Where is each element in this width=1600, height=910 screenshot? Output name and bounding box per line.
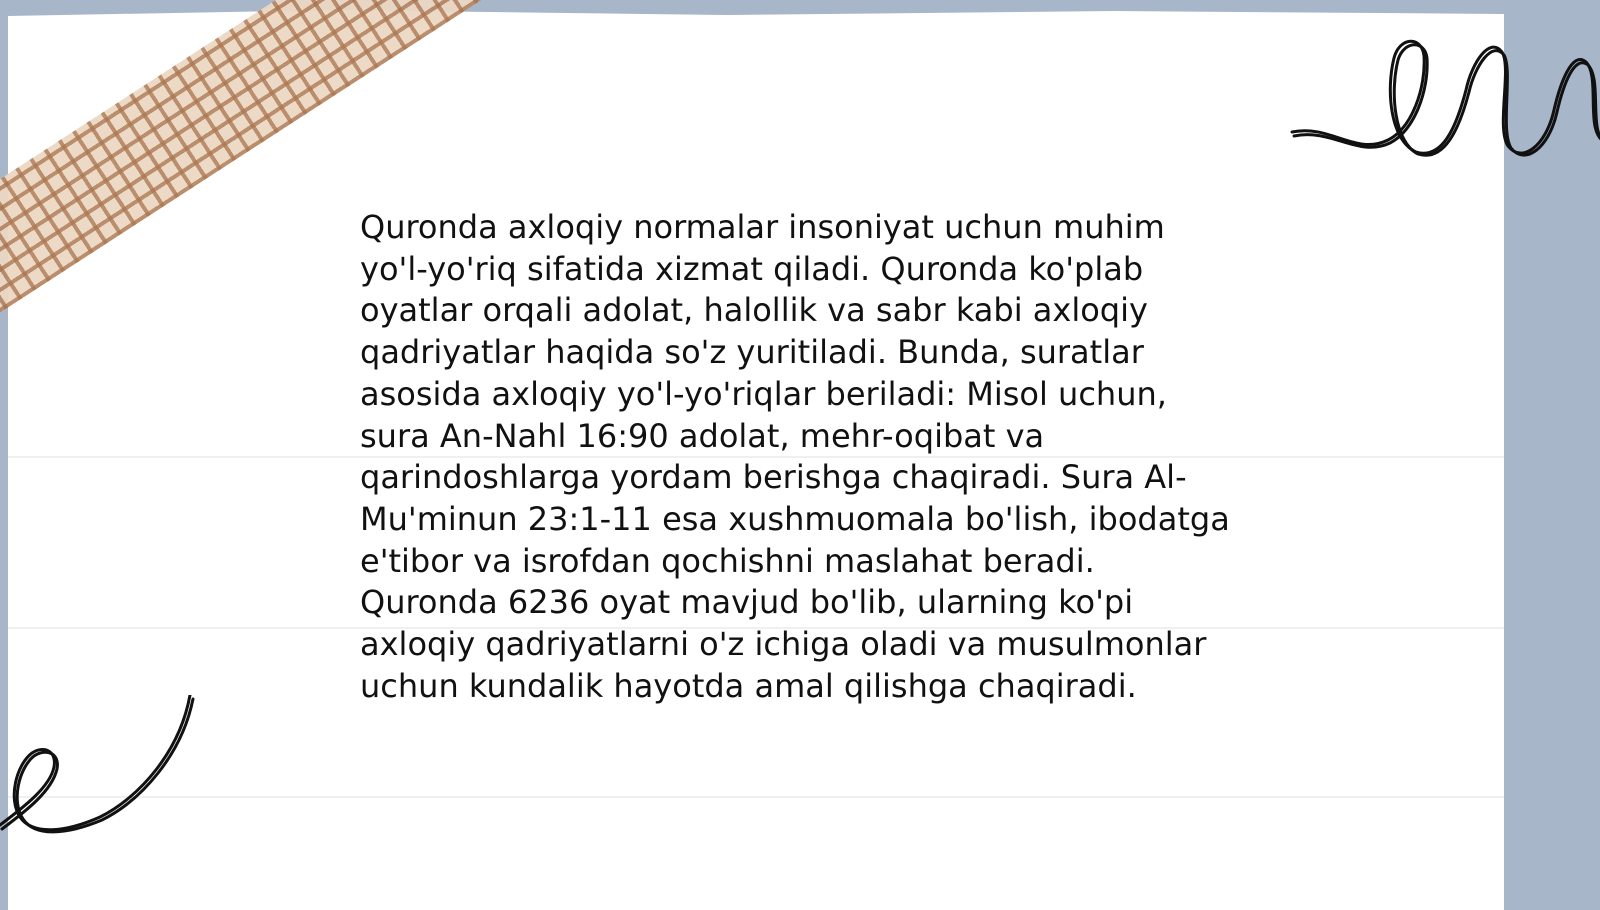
paper-rule-line	[8, 796, 1504, 798]
body-paragraph: Quronda axloqiy normalar insoniyat uchun muhim yo'l-yo'riq sifatida xizmat qiladi. Quronda ko'plab oyatlar orqali adolat, halollik va sabr kabi axloqiy qadriyatlar haqida so'z yuritiladi. Bunda, suratlar asosida axloqiy yo'l-yo'riqlar beriladi: Misol uchun, sura An-Nahl 16:90 adolat, mehr-oqibat va qarindoshlarga yordam berishga chaqiradi. Sura Al- Mu'minun 23:1-11 esa xushmuomala bo'lish, ibodatga e'tibor va isrofdan qochishni maslahat beradi. Quronda 6236 oyat mavjud bo'lib, ularning ko'pi axloqiy qadriyatlarni o'z ichiga oladi va musulmonlar uchun kundalik hayotda amal qilishga chaqiradi.	[360, 208, 1230, 705]
check-doodle-icon	[0, 695, 200, 855]
loop-doodle-icon	[1290, 28, 1600, 168]
